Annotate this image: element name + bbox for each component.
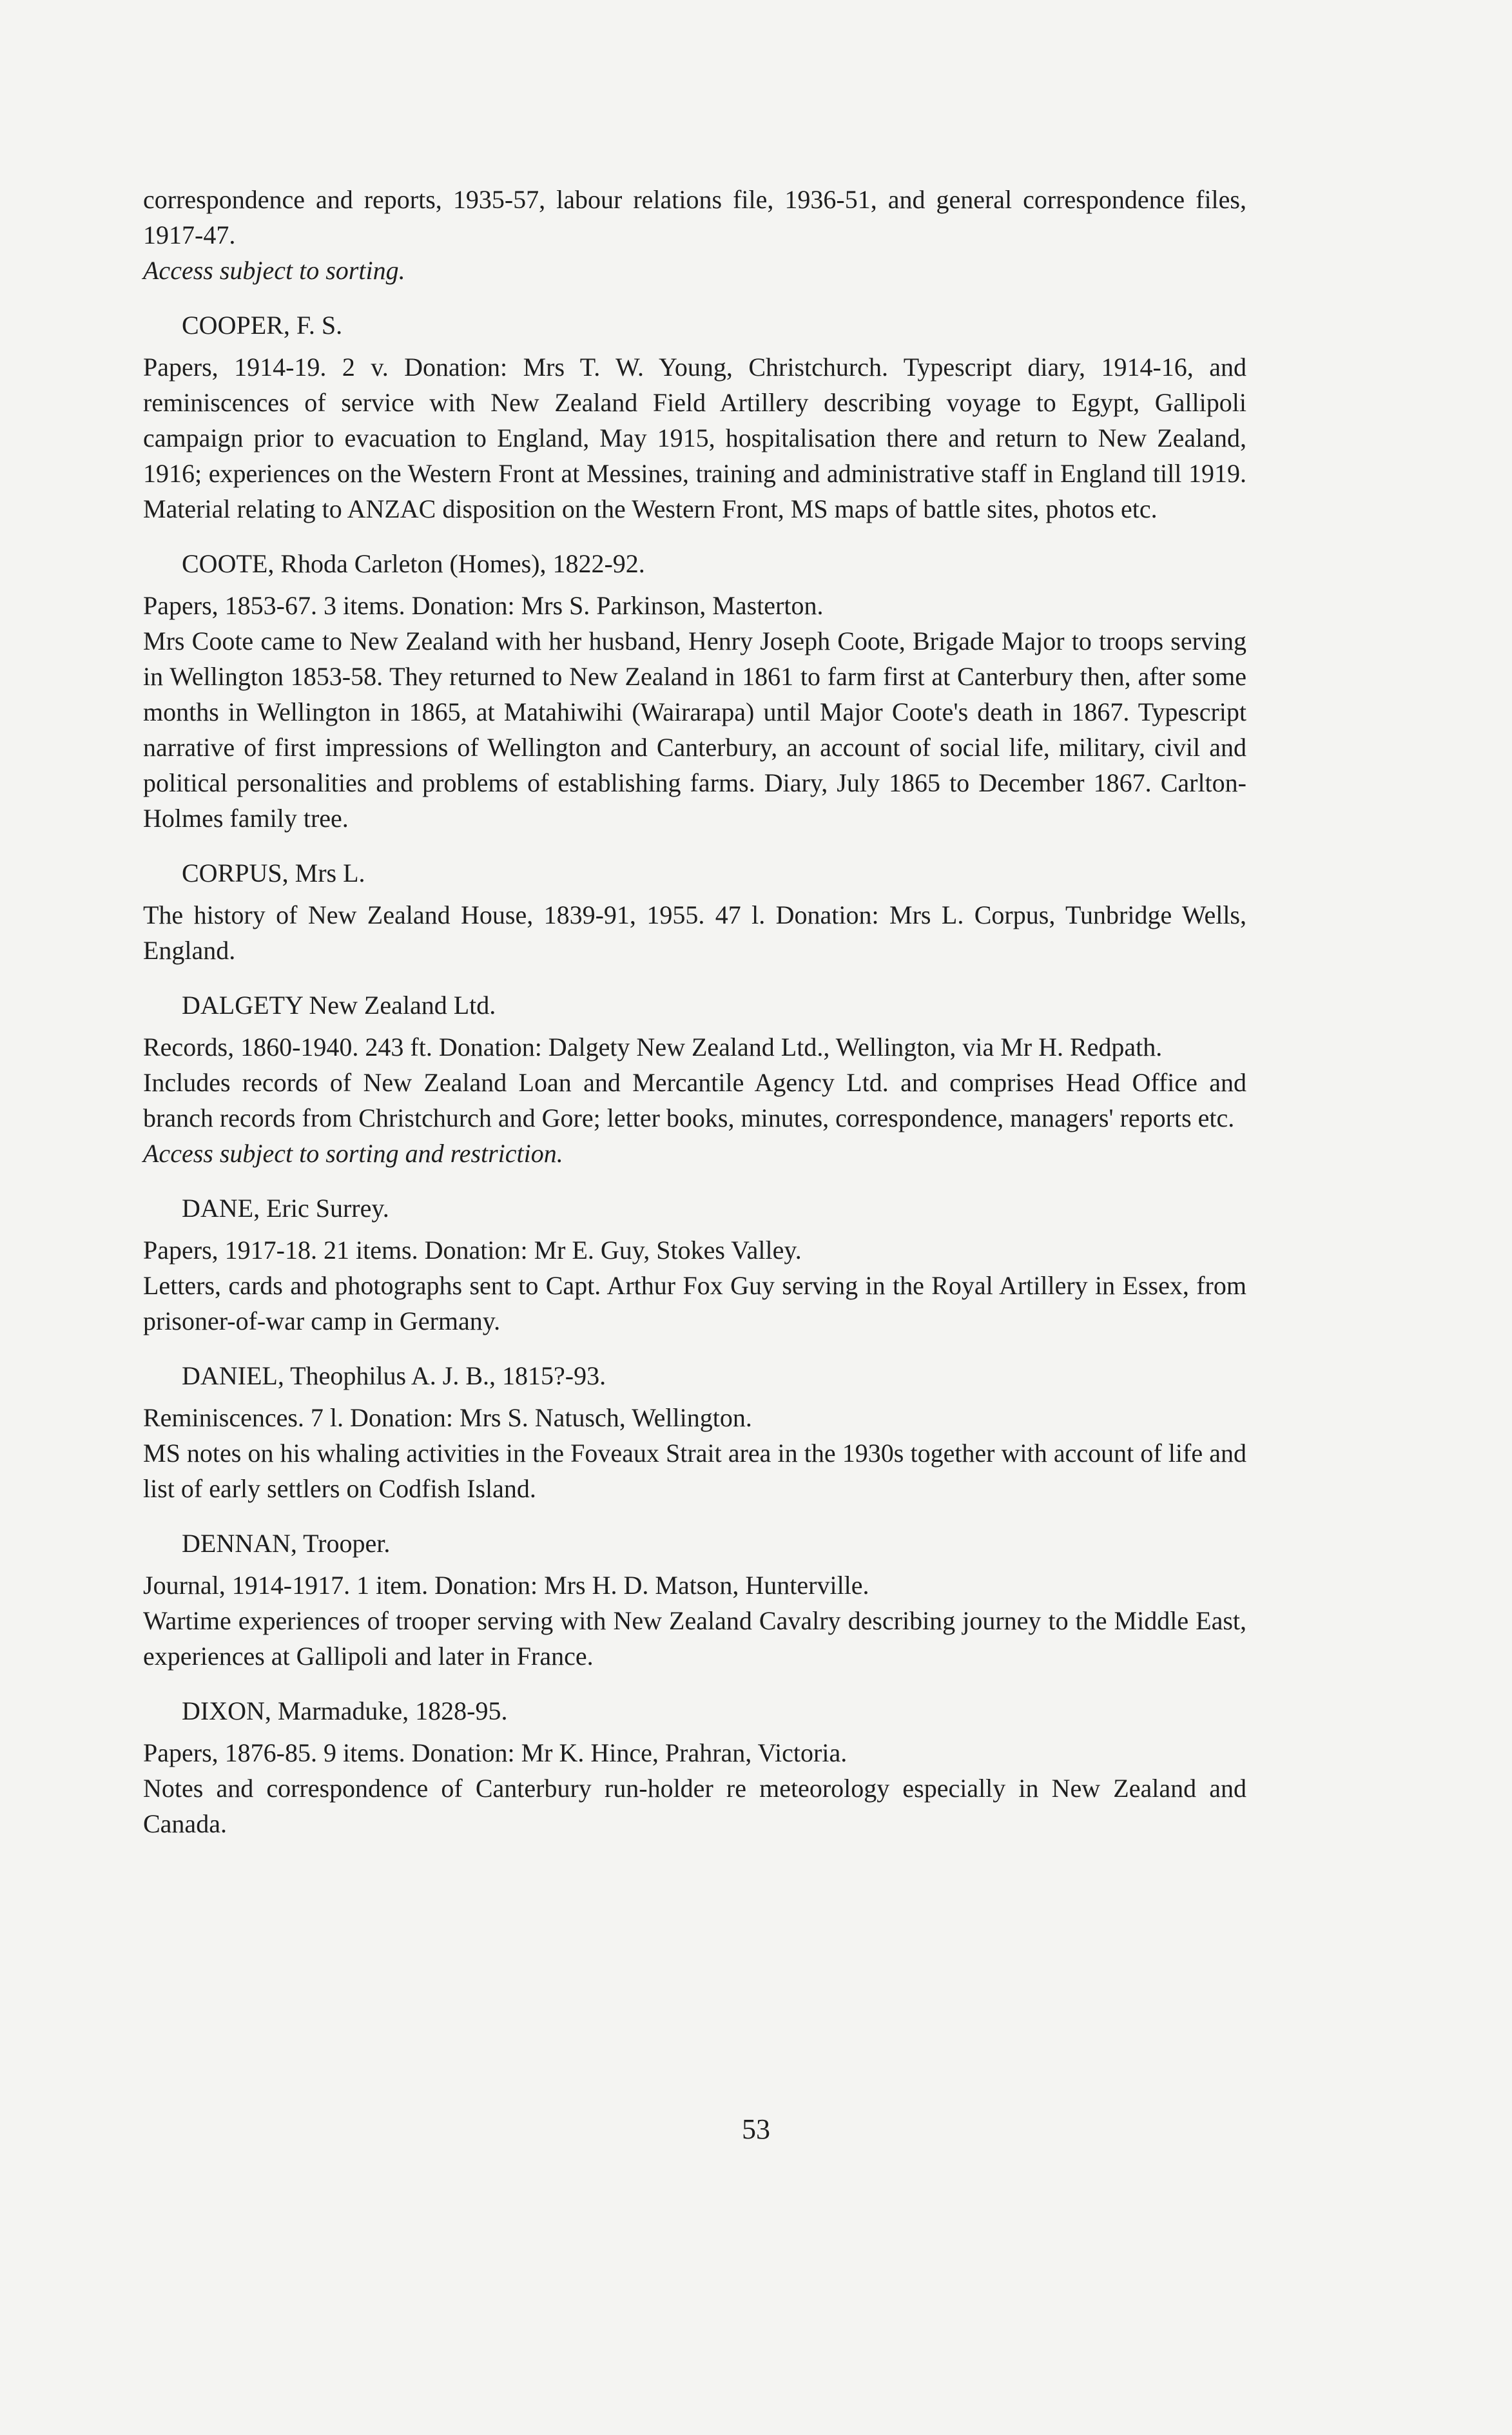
entry-dalgety — [143, 987, 1246, 1171]
entry-paragraph: Reminiscences. 7 l. Donation: Mrs S. Natusch, Wellington. — [143, 1403, 752, 1432]
entry-daniel — [143, 1358, 1246, 1506]
entry-paragraph: Mrs Coote came to New Zealand with her husband, Henry Joseph Coote, Brigade Major to troops serving in Wellington 1853-58. They returned to New Zealand in 1861 to farm first at Canterbury then, after some months in Wellington in 1865, at Matahiwihi (Wairarapa) until Major Coote's death in 1867. Typescript narrative of first impressions of Wellington and Canterbury, an account of social life, military, civil and political personalities and problems of establishing farms. Diary, July 1865 to December 1867. Carlton-Holmes family tree. — [143, 626, 1246, 833]
page-number: 53 — [742, 2113, 770, 2145]
entry-dane — [143, 1190, 1246, 1339]
entry-paragraph: The history of New Zealand House, 1839-91, 1955. 47 l. Donation: Mrs L. Corpus, Tunbridge Wells, England. — [143, 900, 1246, 965]
entry-heading: CORPUS, Mrs L. — [182, 859, 365, 888]
entry-heading: DALGETY New Zealand Ltd. — [182, 991, 496, 1020]
entry-heading: DANE, Eric Surrey. — [182, 1194, 389, 1223]
entry-paragraph: Journal, 1914-1917. 1 item. Donation: Mrs H. D. Matson, Hunterville. — [143, 1571, 869, 1600]
entry-access-note: Access subject to sorting and restriction. — [143, 1139, 563, 1168]
entry-dennan — [143, 1526, 1246, 1674]
entry-heading: DIXON, Marmaduke, 1828-95. — [182, 1696, 508, 1725]
entry-paragraph: Papers, 1914-19. 2 v. Donation: Mrs T. W. Young, Christchurch. Typescript diary, 1914-16, and reminiscences of service with New Zealand Field Artillery describing voyage to Egypt, Gallipoli campaign prior to evacuation to England, May 1915, hospitalisation there and return to New Zealand, 1916; experiences on the Western Front at Messines, training and administrative staff in England till 1919. Material relating to ANZAC disposition on the Western Front, MS maps of battle sites, photos etc. — [143, 353, 1246, 523]
entry-dixon — [143, 1693, 1246, 1841]
entry-cooper — [143, 307, 1246, 527]
text-column — [143, 182, 1246, 1841]
entry-paragraph: Records, 1860-1940. 243 ft. Donation: Dalgety New Zealand Ltd., Wellington, via Mr H. Redpath. — [143, 1033, 1163, 1062]
entry-heading: COOPER, F. S. — [182, 311, 343, 340]
entry-paragraph: Notes and correspondence of Canterbury run-holder re meteorology especially in New Zealand and Canada. — [143, 1774, 1246, 1838]
intro-paragraph: correspondence and reports, 1935-57, labour relations file, 1936-51, and general correspondence files, 1917-47. — [143, 185, 1246, 249]
entry-paragraph: Papers, 1876-85. 9 items. Donation: Mr K. Hince, Prahran, Victoria. — [143, 1738, 848, 1767]
intro-block — [143, 182, 1246, 288]
entry-paragraph: Papers, 1917-18. 21 items. Donation: Mr E. Guy, Stokes Valley. — [143, 1236, 802, 1265]
entry-paragraph: Letters, cards and photographs sent to Capt. Arthur Fox Guy serving in the Royal Artillery in Essex, from prisoner-of-war camp in Germany. — [143, 1271, 1246, 1335]
entry-heading: DENNAN, Trooper. — [182, 1529, 391, 1558]
entry-heading: DANIEL, Theophilus A. J. B., 1815?-93. — [182, 1361, 606, 1390]
entry-corpus — [143, 855, 1246, 968]
entry-paragraph: Includes records of New Zealand Loan and Mercantile Agency Ltd. and comprises Head Office and branch records from Christchurch and Gore; letter books, minutes, correspondence, managers' reports etc. — [143, 1068, 1246, 1132]
entry-paragraph: Papers, 1853-67. 3 items. Donation: Mrs S. Parkinson, Masterton. — [143, 591, 824, 620]
intro-access-note: Access subject to sorting. — [143, 256, 405, 285]
entry-paragraph: MS notes on his whaling activities in the Foveaux Strait area in the 1930s together with account of life and list of early settlers on Codfish Island. — [143, 1439, 1246, 1503]
entry-coote — [143, 546, 1246, 836]
entry-paragraph: Wartime experiences of trooper serving with New Zealand Cavalry describing journey to the Middle East, experiences at Gallipoli and later in France. — [143, 1606, 1246, 1671]
entry-heading: COOTE, Rhoda Carleton (Homes), 1822-92. — [182, 549, 645, 578]
